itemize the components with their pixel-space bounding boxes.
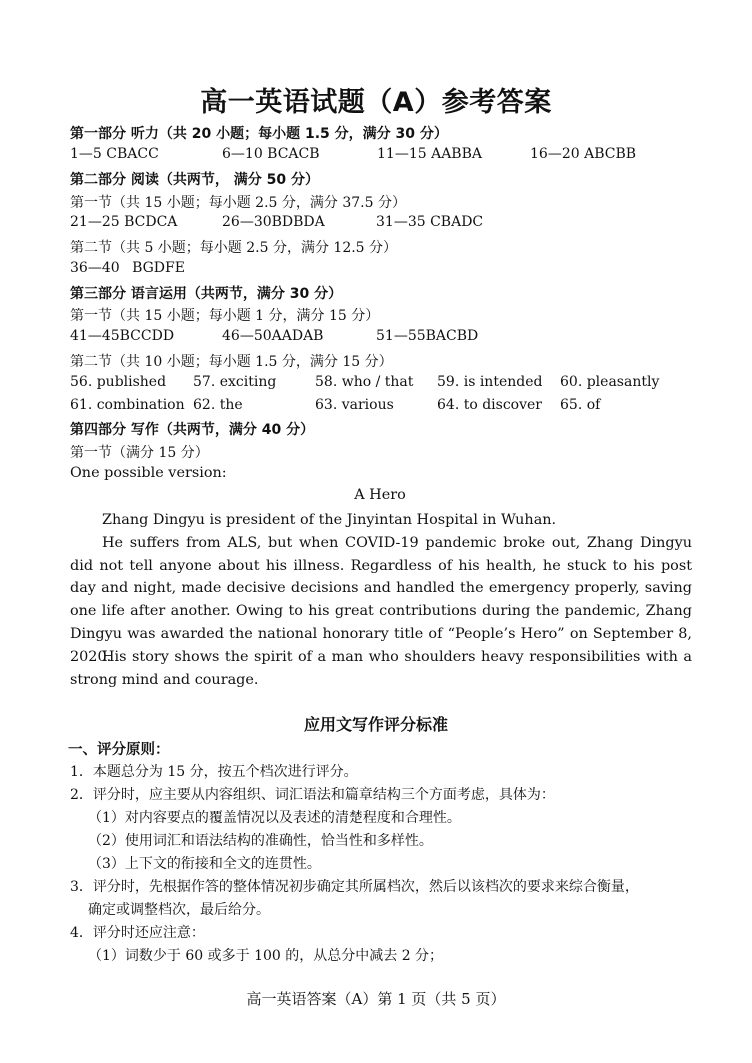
cloze-answer: 63. various	[315, 397, 394, 413]
part3-section2: 第二节（共 10 小题；每小题 1.5 分，满分 15 分）	[70, 354, 393, 370]
part1-answer: 6—10 BCACB	[222, 146, 320, 162]
cloze-answer: 57. exciting	[193, 374, 277, 390]
criteria-item: 3．评分时，先根据作答的整体情况初步确定其所属档次，然后以该档次的要求来综合衡量，	[70, 879, 639, 895]
criteria-title: 应用文写作评分标准	[303, 715, 448, 734]
cloze-answer: 62. the	[193, 397, 243, 413]
essay-paragraph: He suffers from ALS, but when COVID-19 pandemic broke out, Zhang Dingyu did not tell anyone about his illness. Regardless of his health, he stuck to his post day and night, made decisive decisions and handled the emergency properly, saving one life after another. Owing to his great contributions during the pandemic, Zhang Dingyu was awarded the national honorary title of “People’s Hero” on September 8, 2020.	[70, 535, 692, 665]
part4-section1: 第一节（满分 15 分）	[70, 445, 209, 461]
cloze-answer: 60. pleasantly	[560, 374, 660, 390]
part1-answer: 1—5 CBACC	[70, 146, 159, 162]
criteria-subitem: （3）上下文的衔接和全文的连贯性。	[88, 856, 321, 872]
part2-section2: 第二节（共 5 小题；每小题 2.5 分，满分 12.5 分）	[70, 240, 398, 256]
part2-section1: 第一节（共 15 小题；每小题 2.5 分，满分 37.5 分）	[70, 195, 406, 211]
version-label: One possible version:	[70, 465, 227, 481]
part1-answer: 11—15 AABBA	[377, 146, 482, 162]
part2-answer: 31—35 CBADC	[376, 214, 484, 230]
cloze-answer: 64. to discover	[437, 397, 542, 413]
part2-heading: 第二部分 阅读（共两节， 满分 50 分）	[70, 172, 319, 188]
part3-answer: 51—55BACBD	[376, 328, 479, 344]
part3-answer: 46—50AADAB	[222, 328, 324, 344]
criteria-item: 2．评分时，应主要从内容组织、词汇语法和篇章结构三个方面考虑，具体为：	[70, 787, 555, 803]
part2-answer: 21—25 BCDCA	[70, 214, 178, 230]
cloze-answer: 61. combination	[70, 397, 185, 413]
criteria-subitem: （1）词数少于 60 或多于 100 的，从总分中减去 2 分；	[88, 948, 444, 964]
part1-heading: 第一部分 听力（共 20 小题；每小题 1.5 分，满分 30 分）	[70, 126, 448, 142]
part4-heading: 第四部分 写作（共两节，满分 40 分）	[70, 422, 315, 438]
principles-heading: 一、评分原则：	[68, 742, 170, 758]
criteria-subitem: （1）对内容要点的覆盖情况以及表述的清楚程度和合理性。	[88, 810, 461, 826]
page-title: 高一英语试题（A）参考答案	[200, 87, 552, 118]
cloze-answer: 56. published	[70, 374, 167, 390]
page-footer: 高一英语答案（A）第 1 页（共 5 页）	[246, 990, 506, 1008]
cloze-answer: 58. who / that	[315, 374, 414, 390]
part1-answer: 16—20 ABCBB	[530, 146, 637, 162]
essay-paragraph: His story shows the spirit of a man who shoulders heavy responsibilities with a strong mind and courage.	[70, 649, 692, 688]
cloze-answer: 59. is intended	[437, 374, 543, 390]
part3-section1: 第一节（共 15 小题；每小题 1 分，满分 15 分）	[70, 308, 380, 324]
essay-paragraph: Zhang Dingyu is president of the Jinyintan Hospital in Wuhan.	[102, 512, 557, 528]
essay-title: A Hero	[354, 487, 406, 503]
part3-heading: 第三部分 语言运用（共两节，满分 30 分）	[70, 286, 343, 302]
part2-answer: 26—30BDBDA	[222, 214, 325, 230]
criteria-item: 4．评分时还应注意：	[70, 925, 205, 941]
criteria-subitem: （2）使用词汇和语法结构的准确性，恰当性和多样性。	[88, 833, 433, 849]
criteria-item-continuation: 确定或调整档次，最后给分。	[88, 902, 270, 918]
criteria-item: 1．本题总分为 15 分，按五个档次进行评分。	[70, 764, 358, 780]
part2-section2-answers: 36—40 BGDFE	[70, 260, 185, 276]
part3-answer: 41—45BCCDD	[70, 328, 175, 344]
cloze-answer: 65. of	[560, 397, 601, 413]
